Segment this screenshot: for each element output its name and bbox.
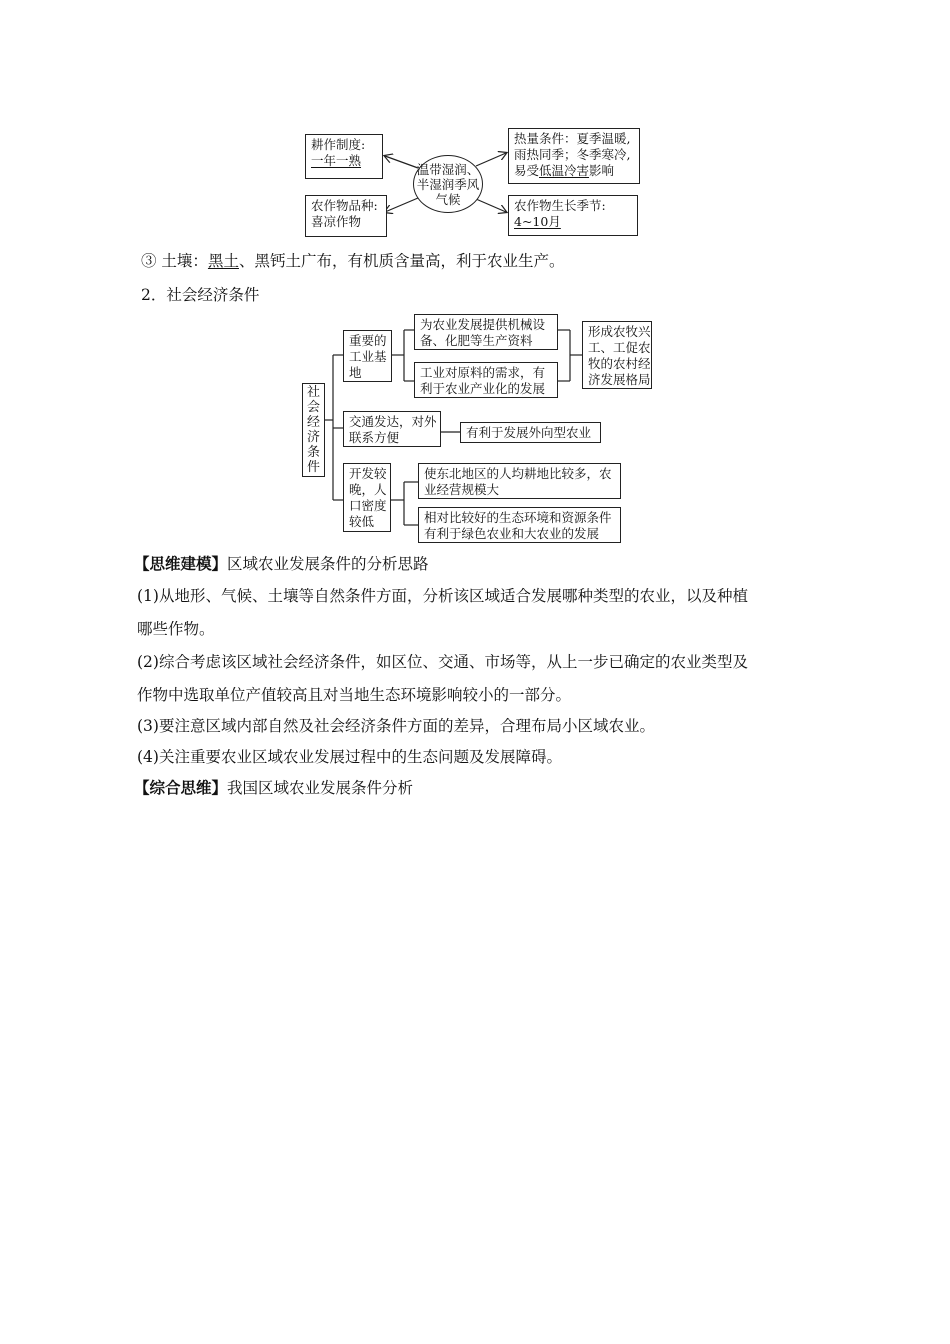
socio-root-char-3: 经 <box>306 415 320 430</box>
transport-result: 有利于发展外向型农业 <box>466 425 592 440</box>
crop-variety-label: 农作物品种: <box>311 198 378 213</box>
season-value: 4~10月 <box>514 214 561 229</box>
climate-center-line-3: 气候 <box>435 191 461 207</box>
industry-line-2: 工业基 <box>349 349 387 364</box>
industry-b-line-2: 利于农业产业化的发展 <box>420 381 546 396</box>
industry-result-line-1: 形成农牧兴 <box>588 324 651 339</box>
climate-center-line-1: 温带湿润、 <box>416 161 480 177</box>
industry-a-line-2: 备、化肥等生产资料 <box>420 333 533 348</box>
transport-line-1: 交通发达，对外 <box>349 414 437 429</box>
climate-center-line-2: 半湿润季风 <box>416 176 480 192</box>
soil-prefix: ③ 土壤： <box>141 252 208 270</box>
late-a-box <box>418 463 621 499</box>
industry-a-line-1: 为农业发展提供机械设 <box>420 317 546 332</box>
socio-root-char-2: 会 <box>306 400 320 415</box>
heat-line-3-underlined: 低温冷害 <box>539 163 590 178</box>
industry-b-line-1: 工业对原料的需求，有 <box>420 365 546 380</box>
transport-result-box <box>460 422 601 443</box>
late-b-line-2: 有利于绿色农业和大农业的发展 <box>424 526 600 541</box>
industry-a-box <box>414 314 558 350</box>
industry-result-line-3: 牧的农村经 <box>588 356 651 371</box>
heat-line-1: 热量条件：夏季温暖, <box>514 131 631 146</box>
late-a-line-2: 业经营规模大 <box>424 482 500 497</box>
transport-box <box>343 411 441 447</box>
tillage-label: 耕作制度: <box>311 137 366 152</box>
industry-result-line-2: 工、工促农 <box>588 340 651 355</box>
section2-title: 2．社会经济条件 <box>141 286 260 304</box>
late-b-line-1: 相对比较好的生态环境和资源条件 <box>424 510 612 525</box>
model-p1-line1: (1)从地形、气候、土壤等自然条件方面，分析该区域适合发展哪种类型的农业，以及种植 <box>137 587 748 605</box>
late-line-4: 较低 <box>349 514 375 529</box>
soil-rest: 、黑钙土广布，有机质含量高，利于农业生产。 <box>238 252 565 270</box>
socio-root-char-4: 济 <box>306 430 320 445</box>
synthesis-tag: 【综合思维】 <box>134 778 228 797</box>
tillage-value: 一年一熟 <box>311 153 362 168</box>
model-p2-line2: 作物中选取单位产值较高且对当地生态环境影响较小的一部分。 <box>137 686 572 704</box>
model-p2-line1: (2)综合考虑该区域社会经济条件，如区位、交通、市场等，从上一步已确定的农业类型及 <box>137 653 748 671</box>
socio-root-char-5: 条 <box>306 445 320 460</box>
industry-box <box>343 330 392 382</box>
synthesis-title: 我国区域农业发展条件分析 <box>227 779 414 797</box>
late-line-1: 开发较 <box>349 466 387 481</box>
model-p4: (4)关注重要农业区域农业发展过程中的生态问题及发展障碍。 <box>137 748 562 766</box>
heat-line-3-pre: 易受 <box>514 163 540 178</box>
heat-line-2: 雨热同季；冬季寒冷, <box>514 147 631 162</box>
model-p1-line2: 哪些作物。 <box>137 620 215 638</box>
industry-result-box <box>582 321 652 389</box>
industry-result-line-4: 济发展格局 <box>588 372 651 387</box>
socio-root-char-1: 社 <box>306 385 320 400</box>
crop-variety-value: 喜凉作物 <box>311 214 362 229</box>
socio-root-box <box>302 383 325 477</box>
synthesis-heading <box>134 777 413 799</box>
transport-line-2: 联系方便 <box>349 430 400 445</box>
late-line-3: 口密度 <box>349 498 387 513</box>
late-b-box <box>418 507 621 543</box>
season-label: 农作物生长季节: <box>514 198 606 213</box>
late-box <box>343 463 391 532</box>
socio-root-char-6: 件 <box>306 460 320 475</box>
industry-b-box <box>414 362 558 398</box>
heat-line-3-post: 影响 <box>589 163 615 178</box>
model-title: 区域农业发展条件的分析思路 <box>227 555 429 573</box>
industry-line-3: 地 <box>349 365 362 380</box>
late-line-2: 晚，人 <box>349 482 387 497</box>
model-tag: 【思维建模】 <box>134 554 228 573</box>
model-p3: (3)要注意区域内部自然及社会经济条件方面的差异，合理布局小区域农业。 <box>137 717 655 735</box>
industry-line-1: 重要的 <box>349 333 387 348</box>
soil-underlined: 黑土 <box>207 252 239 270</box>
late-a-line-1: 使东北地区的人均耕地比较多，农 <box>424 466 612 481</box>
model-heading <box>134 553 429 575</box>
